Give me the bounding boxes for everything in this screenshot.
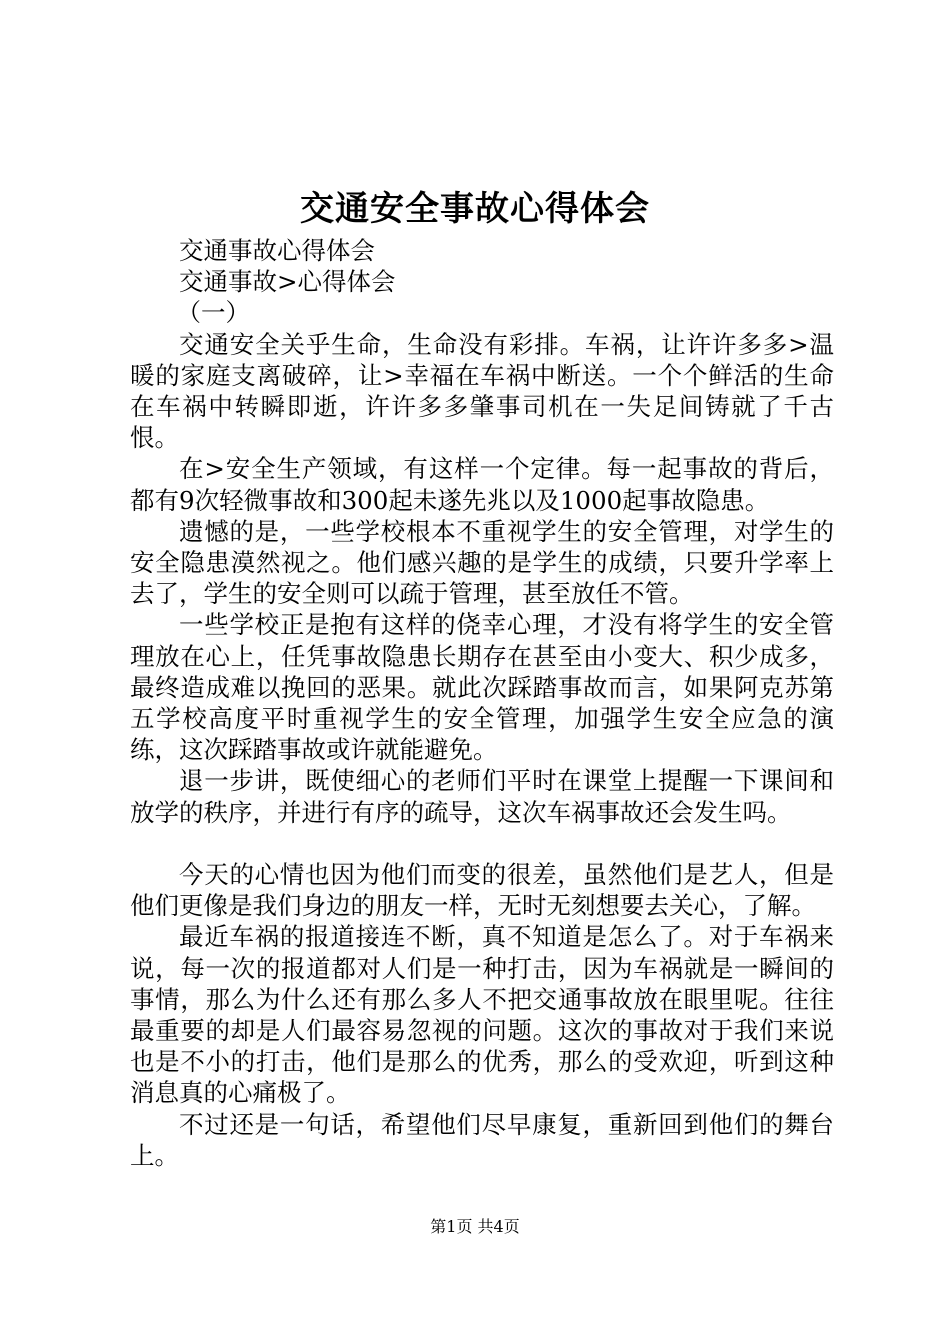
paragraph: 在>安全生产领域，有这样一个定律。每一起事故的背后，都有9次轻微事故和300起未遂先兆以及1000起事故隐患。 xyxy=(130,454,834,515)
paragraph-section-number: （一） xyxy=(176,298,251,328)
blank-line xyxy=(130,828,834,859)
document-title: 交通安全事故心得体会 xyxy=(300,189,650,229)
paragraph: 退一步讲，既使细心的老师们平时在课堂上提醒一下课间和放学的秩序，并进行有序的疏导，这次车祸事故还会发生吗。 xyxy=(130,766,834,827)
paragraph-subtitle-1: 交通事故心得体会 xyxy=(179,236,375,265)
paragraph: 遗憾的是，一些学校根本不重视学生的安全管理，对学生的安全隐患漠然视之。他们感兴趣的是学生的成绩，只要升学率上去了，学生的安全则可以疏于管理，甚至放任不管。 xyxy=(130,516,834,609)
paragraph: 不过还是一句话，希望他们尽早康复，重新回到他们的舞台上。 xyxy=(130,1109,834,1170)
page-number-footer: 第1页 共4页 xyxy=(430,1217,520,1236)
paragraph: 最近车祸的报道接连不断，真不知道是怎么了。对于车祸来说，每一次的报道都对人们是一种打击，因为车祸就是一瞬间的事情，那么为什么还有那么多人不把交通事故放在眼里呢。往往最重要的却是人们最容易忽视的问题。这次的事故对于我们来说也是不小的打击，他们是那么的优秀，那么的受欢迎，听到这种消息真的心痛极了。 xyxy=(130,922,834,1108)
paragraph: 一些学校正是抱有这样的侥幸心理，才没有将学生的安全管理放在心上，任凭事故隐患长期存在甚至由小变大、积少成多，最终造成难以挽回的恶果。就此次踩踏事故而言，如果阿克苏第五学校高度平时重视学生的安全管理，加强学生安全应急的演练，这次踩踏事故或许就能避免。 xyxy=(130,610,834,765)
paragraph: 交通安全关乎生命，生命没有彩排。车祸，让许许多多>温暖的家庭支离破碎，让>幸福在车祸中断送。一个个鲜活的生命在车祸中转瞬即逝，许许多多肇事司机在一失足间铸就了千古恨。 xyxy=(130,329,834,453)
paragraph: 今天的心情也因为他们而变的很差，虽然他们是艺人，但是他们更像是我们身边的朋友一样，无时无刻想要去关心，了解。 xyxy=(130,860,834,921)
document-body xyxy=(130,235,834,1171)
paragraph-subtitle-2: 交通事故>心得体会 xyxy=(179,267,396,297)
